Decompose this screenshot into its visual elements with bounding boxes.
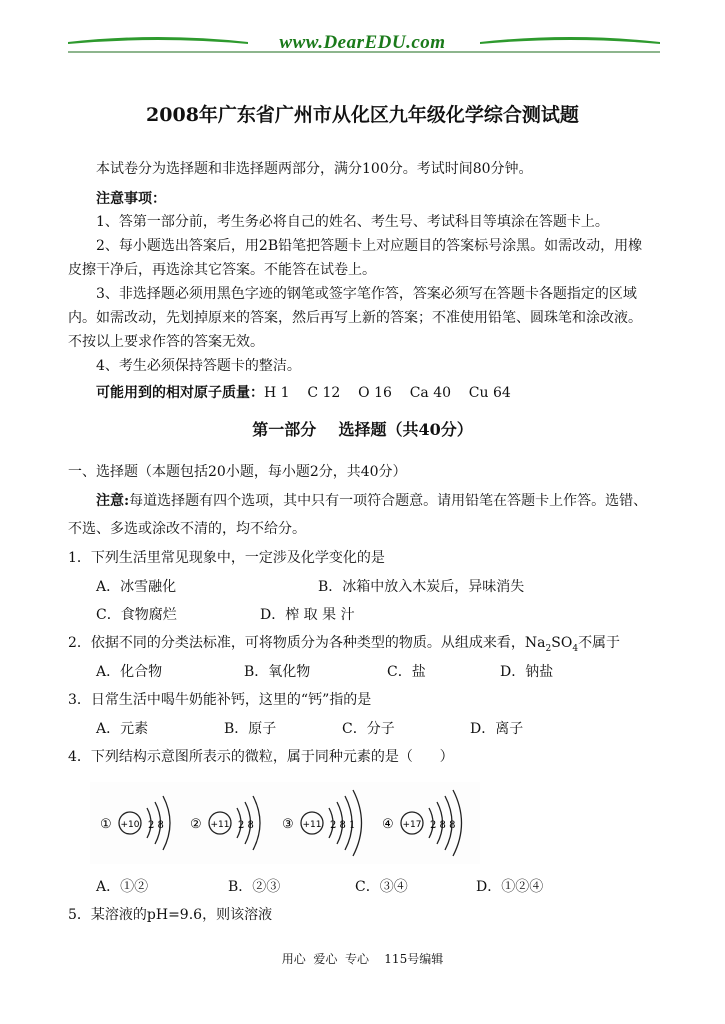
- q4-option-c: C．③④: [355, 879, 408, 895]
- q2-option-c: C．盐: [387, 664, 426, 680]
- question-1-stem: 1．下列生活里常见现象中，一定涉及化学变化的是: [68, 550, 385, 566]
- section1-note-label: 注意:: [96, 493, 130, 509]
- question-3-stem: 3．日常生活中喝牛奶能补钙，这里的“钙”指的是: [68, 692, 372, 708]
- notice-item: 内。如需改动，先划掉原来的答案，然后再写上新的答案；不准使用铅笔、圆珠笔和涂改液。: [68, 310, 642, 326]
- atomic-mass-line: [96, 382, 511, 402]
- atom-diagram-label: ③: [282, 817, 294, 832]
- q1-option-c: C．食物腐烂: [96, 607, 177, 623]
- atom-nucleus-charge: +11: [302, 820, 322, 830]
- q1-option-d: D．榨 取 果 汁: [260, 607, 355, 623]
- notice-item: 1、答第一部分前，考生务必将自己的姓名、考生号、考试科目等填涂在答题卡上。: [96, 214, 609, 230]
- section1-note: [96, 490, 647, 510]
- page-title: 2008年广东省广州市从化区九年级化学综合测试题: [146, 104, 579, 126]
- atomic-mass-values: H 1 C 12 O 16 Ca 40 Cu 64: [264, 385, 511, 401]
- atom-diagram-label: ④: [382, 817, 394, 832]
- atom-electron-shells: 2 8 1: [330, 820, 356, 831]
- q2-stem-pre: 2．依据不同的分类法标准，可将物质分为各种类型的物质。从组成来看，Na: [68, 635, 546, 651]
- notice-item: 2、每小题选出答案后，用2B铅笔把答题卡上对应题目的答案标号涂黑。如需改动，用橡: [96, 238, 643, 254]
- section1-note-cont: 不选、多选或涂改不清的，均不给分。: [68, 521, 306, 537]
- q3-option-a: A．元素: [96, 721, 149, 737]
- q1-option-a: A．冰雪融化: [96, 579, 177, 595]
- atom-nucleus-charge: +10: [120, 820, 140, 830]
- atom-electron-shells: 2 8: [238, 820, 254, 831]
- notice-item: 皮擦干净后，再选涂其它答案。不能答在试卷上。: [68, 262, 376, 278]
- notice-item: 不按以上要求作答的答案无效。: [68, 334, 264, 350]
- atom-nucleus-charge: +17: [402, 820, 422, 830]
- notice-heading: 注意事项：: [96, 191, 166, 207]
- section1-heading: 一、选择题（本题包括20小题，每小题2分，共40分）: [68, 464, 407, 480]
- q2-option-b: B．氧化物: [244, 664, 311, 680]
- page-footer: 用心 爱心 专心 115号编辑: [281, 952, 444, 966]
- atom-electron-shells: 2 8: [148, 820, 164, 831]
- q3-option-b: B．原子: [224, 721, 277, 737]
- q2-sub-2: 4: [572, 643, 579, 654]
- q4-option-b: B．②③: [228, 879, 281, 895]
- q2-option-d: D．钠盐: [500, 664, 554, 680]
- site-url: www.DearEDU.com: [279, 32, 446, 53]
- atom-structure-diagrams: [90, 782, 480, 864]
- atom-diagram-label: ①: [100, 817, 112, 832]
- atomic-mass-label: 可能用到的相对原子质量：: [96, 385, 264, 401]
- question-5-stem: 5．某溶液的pH=9.6，则该溶液: [68, 907, 273, 923]
- q2-stem-post: 不属于: [578, 635, 621, 651]
- atom-electron-shells: 2 8 8: [430, 820, 456, 831]
- q3-option-c: C．分子: [342, 721, 395, 737]
- q4-option-d: D．①②④: [476, 879, 544, 895]
- q1-option-b: B．冰箱中放入木炭后，异味消失: [318, 579, 525, 595]
- question-2-stem: [68, 632, 620, 654]
- notice-item: 4、考生必须保持答题卡的整洁。: [96, 358, 301, 374]
- q2-sub-1: 2: [545, 643, 552, 654]
- part1-title: 第一部分 选择题（共40分）: [252, 420, 473, 439]
- q2-formula-mid: SO: [551, 635, 573, 651]
- question-4-stem: 4．下列结构示意图所表示的微粒，属于同种元素的是（ ）: [68, 749, 454, 765]
- atom-nucleus-charge: +11: [210, 820, 230, 830]
- q4-option-a: A．①②: [96, 879, 149, 895]
- notice-item: 3、非选择题必须用黑色字迹的钢笔或签字笔作答，答案必须写在答题卡各题指定的区域: [96, 286, 637, 302]
- intro-text: 本试卷分为选择题和非选择题两部分，满分100分。考试时间80分钟。: [96, 161, 533, 177]
- q2-option-a: A．化合物: [96, 664, 163, 680]
- q3-option-d: D．离子: [470, 721, 524, 737]
- section1-note-text: 每道选择题有四个选项，其中只有一项符合题意。请用铅笔在答题卡上作答。选错、: [129, 493, 648, 509]
- atom-diagram-label: ②: [190, 817, 202, 832]
